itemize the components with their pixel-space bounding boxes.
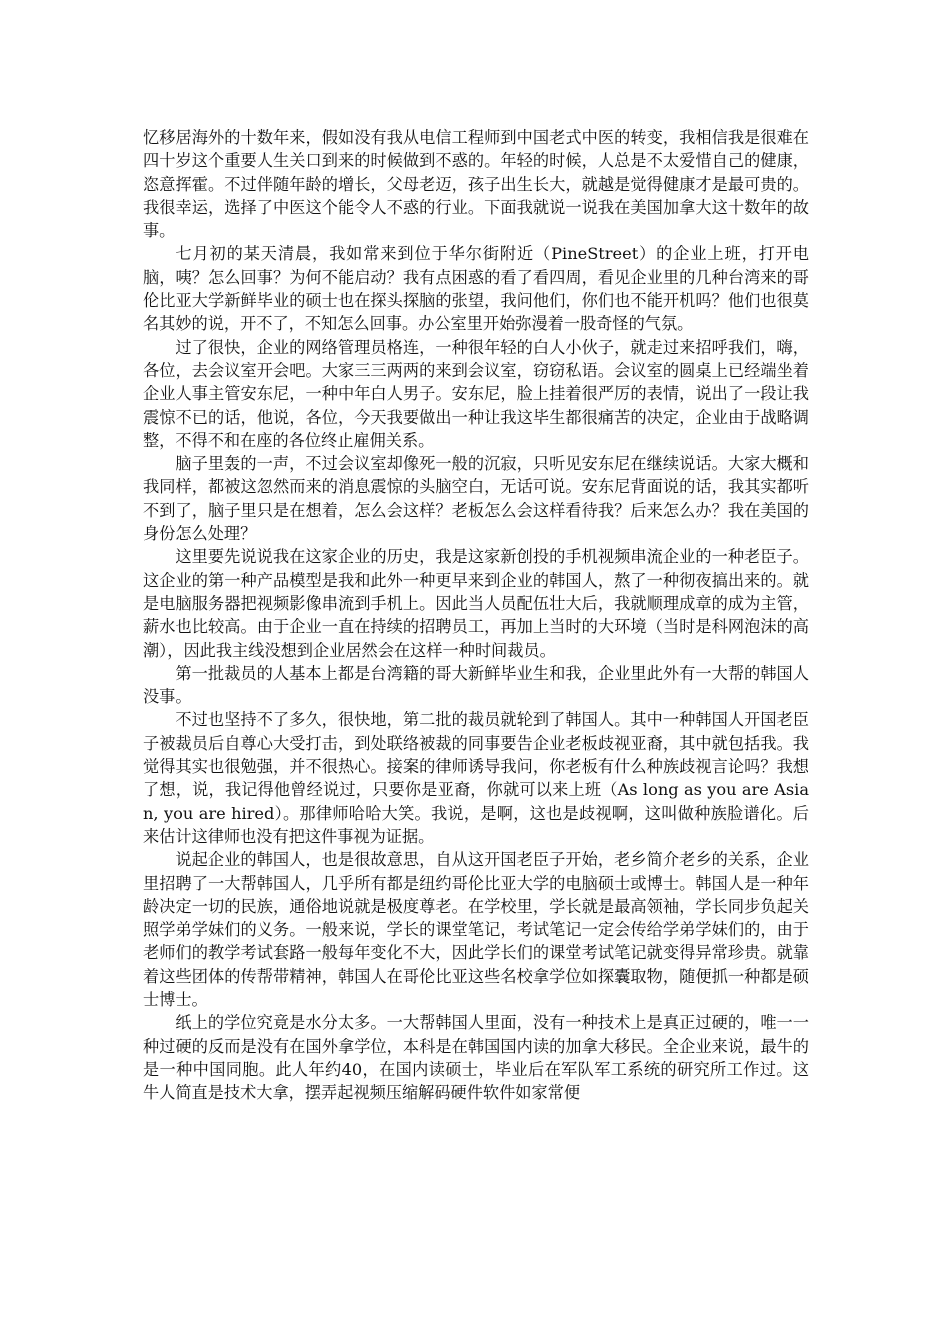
paragraph-9: 纸上的学位究竟是水分太多。一大帮韩国人里面，没有一种技术上是真正过硬的，唯一一种过硬的反而是没有在国外拿学位，本科是在韩国国内读的加拿大移民。全企业来说，最牛的是一种中国同胞。此人年约40，在国内读硕士，毕业后在军队军工系统的研究所工作过。这牛人简直是技术大拿，摆弄起视频压缩解码硬件软件如家常便 (143, 1013, 809, 1103)
paragraph-3: 过了很快，企业的网络管理员格连，一种很年轻的白人小伙子，就走过来招呼我们，嗨，各位，去会议室开会吧。大家三三两两的来到会议室，窃窃私语。会议室的圆桌上已经端坐着企业人事主管安东尼，一种中年白人男子。安东尼，脸上挂着很严厉的表情，说出了一段让我震惊不已的话，他说，各位，今天我要做出一种让我这毕生都很痛苦的决定，企业由于战略调整，不得不和在座的各位终止雇佣关系。 (143, 337, 809, 450)
paragraph-4: 脑子里轰的一声，不过会议室却像死一般的沉寂，只听见安东尼在继续说话。大家大概和我同样，都被这忽然而来的消息震惊的头脑空白，无话可说。安东尼背面说的话，我其实都听不到了，脑子里只是在想着，怎么会这样？老板怎么会这样看待我？后来怎么办？我在美国的身份怎么处理？ (143, 454, 809, 544)
paragraph-2: 七月初的某天清晨，我如常来到位于华尔街附近（PineStreet）的企业上班，打开电脑，咦？怎么回事？为何不能启动？我有点困惑的看了看四周，看见企业里的几种台湾来的哥伦比亚大学新鲜毕业的硕士也在探头探脑的张望，我问他们，你们也不能开机吗？他们也很莫名其妙的说，开不了，不知怎么回事。办公室里开始弥漫着一股奇怪的气氛。 (143, 244, 809, 334)
paragraph-1: 忆移居海外的十数年来，假如没有我从电信工程师到中国老式中医的转变，我相信我是很难在四十岁这个重要人生关口到来的时候做到不惑的。年轻的时候，人总是不太爱惜自己的健康，恣意挥霍。不过伴随年龄的增长，父母老迈，孩子出生长大，就越是觉得健康才是最可贵的。我很幸运，选择了中医这个能令人不惑的行业。下面我就说一说我在美国加拿大这十数年的故事。 (143, 128, 809, 241)
paragraph-8: 说起企业的韩国人，也是很故意思，自从这开国老臣子开始，老乡简介老乡的关系，企业里招聘了一大帮韩国人，几乎所有都是纽约哥伦比亚大学的电脑硕士或博士。韩国人是一种年龄决定一切的民族，通俗地说就是极度尊老。在学校里，学长就是最高领袖，学长同步负起关照学弟学妹们的义务。一般来说，学长的课堂笔记，考试笔记一定会传给学弟学妹们的，由于老师们的教学考试套路一般每年变化不大，因此学长们的课堂考试笔记就变得异常珍贵。就靠着这些团体的传帮带精神，韩国人在哥伦比亚这些名校拿学位如探囊取物，随便抓一种都是硕士博士。 (143, 850, 809, 1009)
paragraph-6: 第一批裁员的人基本上都是台湾籍的哥大新鲜毕业生和我，企业里此外有一大帮的韩国人没事。 (143, 663, 809, 707)
paragraph-5: 这里要先说说我在这家企业的历史，我是这家新创投的手机视频串流企业的一种老臣子。这企业的第一种产品模型是我和此外一种更早来到企业的韩国人，熬了一种彻夜搞出来的。就是电脑服务器把视频影像串流到手机上。因此当人员配伍壮大后，我就顺理成章的成为主管，薪水也比较高。由于企业一直在持续的招聘员工，再加上当时的大环境（当时是科网泡沫的高潮），因此我主线没想到企业居然会在这样一种时间裁员。 (143, 547, 809, 660)
document-page (143, 126, 809, 1104)
paragraph-7: 不过也坚持不了多久，很快地，第二批的裁员就轮到了韩国人。其中一种韩国人开国老臣子被裁员后自尊心大受打击，到处联络被裁的同事要告企业老板歧视亚裔，其中就包括我。我觉得其实也很勉强，并不很热心。接案的律师诱导我问，你老板有什么种族歧视言论吗？我想了想，说，我记得他曾经说过，只要你是亚裔，你就可以来上班（As long as you are Asian, you are hired）。那律师哈哈大笑。我说，是啊，这也是歧视啊，这叫做种族脸谱化。后来估计这律师也没有把这件事视为证据。 (143, 710, 809, 846)
